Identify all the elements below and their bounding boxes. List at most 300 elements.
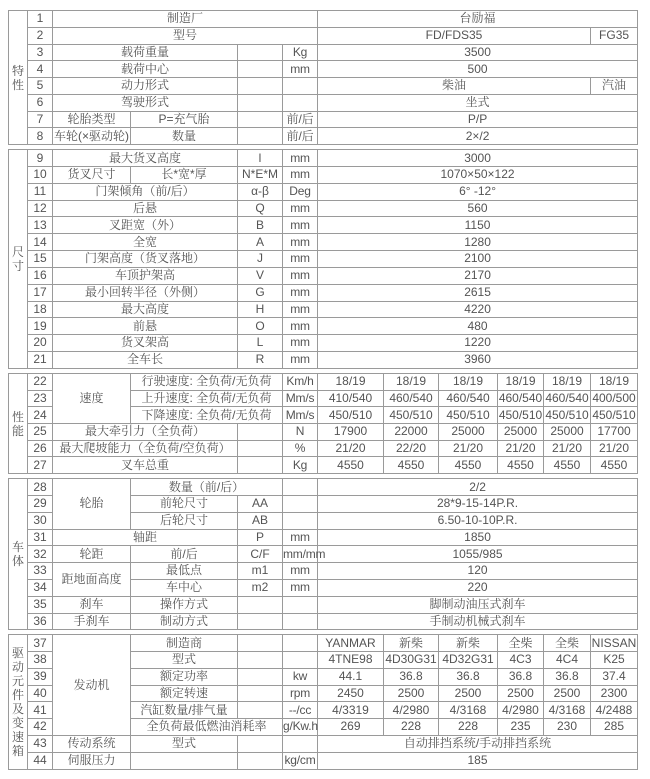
value-cell: 21/20 <box>439 440 498 457</box>
value-cell: 36.8 <box>439 668 498 685</box>
spec-row-18 <box>9 301 638 318</box>
value-cell: 4C4 <box>544 652 591 669</box>
value-cell: 坐式 <box>318 94 638 111</box>
value-cell: 2300 <box>591 685 638 702</box>
row-number: 8 <box>28 128 53 145</box>
spec-label: 轴距 <box>53 529 238 546</box>
spec-label: H <box>238 301 283 318</box>
spec-label: kw <box>283 668 318 685</box>
value-cell: 36.8 <box>384 668 439 685</box>
value-cell: 18/19 <box>384 373 439 390</box>
empty-cell <box>283 613 318 630</box>
spec-label: 下降速度: 全负荷/无负荷 <box>131 407 283 424</box>
value-cell: 1070×50×122 <box>318 167 638 184</box>
value-cell: 4550 <box>544 457 591 474</box>
spec-label: --/cc <box>283 702 318 719</box>
category-char: 车 <box>11 540 24 555</box>
spec-row-19 <box>9 318 638 335</box>
row-number: 4 <box>28 61 53 78</box>
spec-label: Mm/s <box>283 390 318 407</box>
empty-cell <box>238 128 283 145</box>
spec-label: N <box>283 424 318 441</box>
value-cell: 4TNE98 <box>318 652 384 669</box>
value-cell: 1150 <box>318 217 638 234</box>
spec-label: 数量 <box>131 128 238 145</box>
value-cell: 185 <box>318 752 638 769</box>
spec-label: mm <box>283 579 318 596</box>
spec-row-11 <box>9 183 638 200</box>
spec-label: 制造商 <box>131 635 238 652</box>
spec-label: 刹车 <box>53 596 131 613</box>
row-number: 25 <box>28 424 53 441</box>
empty-cell <box>283 735 318 752</box>
value-cell: 480 <box>318 318 638 335</box>
value-cell: 460/540 <box>545 390 589 405</box>
value-cell: 6° -12° <box>318 183 638 200</box>
spec-label: l <box>238 150 283 167</box>
spec-row-17 <box>9 284 638 301</box>
category-char: 件 <box>11 687 24 702</box>
empty-cell <box>238 613 283 630</box>
spec-label: kg/cm <box>283 752 318 769</box>
value-cell: 3000 <box>318 150 638 167</box>
value-cell: 36.8 <box>498 668 544 685</box>
spec-row-6 <box>9 94 638 111</box>
row-number: 30 <box>28 512 53 529</box>
spec-row-13 <box>9 217 638 234</box>
category-char: 速 <box>11 729 24 744</box>
value-cell: 450/510 <box>545 407 589 422</box>
value-cell: 18/19 <box>498 373 544 390</box>
spec-label: Deg <box>283 183 318 200</box>
spec-label: 制动方式 <box>131 613 238 630</box>
spec-label: 门架高度（货叉落地） <box>53 251 238 268</box>
spec-label: 长*宽*厚 <box>131 167 238 184</box>
spec-label: J <box>238 251 283 268</box>
empty-cell <box>283 652 318 669</box>
value-cell: 2/2 <box>318 479 638 496</box>
value-cell: 400/500 <box>592 390 636 405</box>
spec-label: 货叉尺寸 <box>53 167 131 184</box>
value-cell: 37.4 <box>591 668 638 685</box>
value-cell: 4/3319 <box>318 702 384 719</box>
empty-cell <box>238 752 283 769</box>
spec-label: 载荷重量 <box>53 44 238 61</box>
spec-label: AA <box>238 496 283 513</box>
value-cell: 2500 <box>544 685 591 702</box>
empty-cell <box>238 685 283 702</box>
empty-cell <box>283 596 318 613</box>
spec-label: V <box>238 267 283 284</box>
spec-label: 伺服压力 <box>53 752 131 769</box>
spec-section-4 <box>8 478 638 630</box>
spec-row-21 <box>9 351 638 368</box>
row-number: 13 <box>28 217 53 234</box>
spec-row-10 <box>9 167 638 184</box>
value-cell: 4/3168 <box>439 702 498 719</box>
value-cell: 2500 <box>498 685 544 702</box>
value-cell: 450/510 <box>592 407 636 422</box>
value-cell: 3500 <box>318 44 638 61</box>
row-number: 21 <box>28 351 53 368</box>
spec-label: mm <box>283 200 318 217</box>
value-cell: 1220 <box>318 335 638 352</box>
value-cell: 450/510 <box>439 407 498 424</box>
empty-cell <box>238 735 283 752</box>
spec-section-5 <box>8 634 638 769</box>
spec-label: 速度 <box>53 373 131 423</box>
row-number: 9 <box>28 150 53 167</box>
value-cell: 6.50-10-10P.R. <box>318 512 638 529</box>
value-cell: 柴油 <box>318 78 591 95</box>
spec-label: mm <box>283 217 318 234</box>
category-label <box>9 11 28 145</box>
value-cell: FG35 <box>591 27 638 44</box>
value-cell: 500 <box>318 61 638 78</box>
spec-label: mm <box>283 267 318 284</box>
value-cell: 4C3 <box>498 652 544 669</box>
spec-label: P=充气胎 <box>131 111 238 128</box>
value-cell: 21/20 <box>498 440 544 457</box>
empty-cell <box>238 111 283 128</box>
category-char: 特 <box>11 63 24 78</box>
row-number: 14 <box>28 234 53 251</box>
row-number: 32 <box>28 546 53 563</box>
value-cell: 25000 <box>544 424 591 441</box>
spec-label: 制造厂 <box>53 11 318 28</box>
spec-label: 手刹车 <box>53 613 131 630</box>
value-cell: 2×/2 <box>318 128 638 145</box>
empty-cell <box>238 94 283 111</box>
value-cell: 脚制动油压式刹车 <box>318 596 638 613</box>
empty-cell <box>283 635 318 652</box>
row-number: 28 <box>28 479 53 496</box>
value-cell: 4550 <box>591 457 638 474</box>
category-label <box>9 635 28 769</box>
row-number: 40 <box>28 685 53 702</box>
spec-label: 叉距宽（外） <box>53 217 238 234</box>
value-cell: 17700 <box>591 424 638 441</box>
value-cell: 2500 <box>384 685 439 702</box>
value-cell: NISSAN <box>591 635 637 650</box>
spec-label: 全车长 <box>53 351 238 368</box>
spec-label: 货叉架高 <box>53 335 238 352</box>
spec-label: 型式 <box>131 652 238 669</box>
empty-cell <box>238 44 283 61</box>
spec-label: N*E*M <box>238 167 283 184</box>
value-cell: 460/540 <box>439 390 498 407</box>
empty-cell <box>238 424 283 441</box>
spec-label: 驾驶形式 <box>53 94 238 111</box>
value-cell: 1280 <box>318 234 638 251</box>
row-number: 24 <box>28 407 53 424</box>
value-cell: 228 <box>384 719 439 736</box>
spec-label: 前/后 <box>131 546 238 563</box>
value-cell: 4/2980 <box>384 702 439 719</box>
spec-label: 型式 <box>131 735 238 752</box>
spec-label: mm <box>283 234 318 251</box>
value-cell: 4550 <box>384 457 439 474</box>
empty-cell <box>238 596 283 613</box>
empty-cell <box>238 635 283 652</box>
spec-label: mm <box>283 251 318 268</box>
spec-label: mm <box>283 351 318 368</box>
row-number: 2 <box>28 27 53 44</box>
spec-label: Mm/s <box>283 407 318 424</box>
category-char: 性 <box>11 409 24 424</box>
spec-label: rpm <box>283 685 318 702</box>
empty-cell <box>238 668 283 685</box>
row-number: 23 <box>28 390 53 407</box>
value-cell: 22/20 <box>384 440 439 457</box>
row-number: 11 <box>28 183 53 200</box>
value-cell: 560 <box>318 200 638 217</box>
spec-label: 全负荷最低燃油消耗率 <box>131 719 283 736</box>
row-number: 19 <box>28 318 53 335</box>
spec-label: mm <box>283 563 318 580</box>
spec-row-16 <box>9 267 638 284</box>
value-cell: 2500 <box>439 685 498 702</box>
row-number: 38 <box>28 652 53 669</box>
value-cell: 18/19 <box>439 373 498 390</box>
value-cell: 450/510 <box>318 407 384 424</box>
value-cell: 18/19 <box>591 373 638 390</box>
spec-row-44 <box>9 752 638 769</box>
spec-label: 发动机 <box>53 635 131 736</box>
spec-row-25 <box>9 424 638 441</box>
value-cell: 21/20 <box>318 440 384 457</box>
empty-cell <box>283 94 318 111</box>
spec-label: 动力形式 <box>53 78 238 95</box>
spec-row-1 <box>9 11 638 28</box>
spec-row-31 <box>9 529 638 546</box>
spec-row-22 <box>9 373 638 390</box>
value-cell: 18/19 <box>318 373 384 390</box>
category-char: 元 <box>11 673 24 688</box>
spec-label: 额定功率 <box>131 668 238 685</box>
empty-cell <box>131 752 238 769</box>
value-cell: 4/2980 <box>498 702 544 719</box>
value-cell: 228 <box>439 719 498 736</box>
spec-label: 车中心 <box>131 579 238 596</box>
forklift-spec-table <box>8 10 638 774</box>
value-cell: 230 <box>544 719 591 736</box>
value-cell: 自动排挡系统/手动排挡系统 <box>318 735 638 752</box>
row-number: 5 <box>28 78 53 95</box>
row-number: 27 <box>28 457 53 474</box>
spec-section-2 <box>8 149 638 369</box>
row-number: 43 <box>28 735 53 752</box>
value-cell: 4550 <box>439 457 498 474</box>
category-char: 体 <box>11 554 24 569</box>
spec-label: mm <box>283 335 318 352</box>
row-number: 31 <box>28 529 53 546</box>
spec-row-12 <box>9 200 638 217</box>
value-cell: 2170 <box>318 267 638 284</box>
spec-label: 轮距 <box>53 546 131 563</box>
value-cell: 450/510 <box>384 407 439 424</box>
spec-label: 操作方式 <box>131 596 238 613</box>
spec-label: 型号 <box>53 27 318 44</box>
spec-label: C/F <box>238 546 283 563</box>
category-label <box>9 373 28 473</box>
empty-cell <box>283 479 318 496</box>
value-cell: 220 <box>318 579 638 596</box>
value-cell: 285 <box>591 719 638 736</box>
row-number: 26 <box>28 440 53 457</box>
value-cell: 460/540 <box>384 390 439 407</box>
spec-label: mm <box>283 167 318 184</box>
spec-label: 叉车总重 <box>53 457 238 474</box>
empty-cell <box>238 440 283 457</box>
value-cell: 44.1 <box>318 668 384 685</box>
row-number: 44 <box>28 752 53 769</box>
empty-cell <box>283 78 318 95</box>
spec-label: 后轮尺寸 <box>131 512 238 529</box>
spec-row-14 <box>9 234 638 251</box>
category-char: 能 <box>11 423 24 438</box>
value-cell: 4550 <box>498 457 544 474</box>
empty-cell <box>238 652 283 669</box>
value-cell: K25 <box>591 652 638 669</box>
spec-label: 数量（前/后） <box>131 479 283 496</box>
value-cell: 4/3168 <box>544 702 591 719</box>
spec-label: m2 <box>238 579 283 596</box>
value-cell: 410/540 <box>318 390 384 407</box>
spec-label: 距地面高度 <box>53 563 131 597</box>
empty-cell <box>283 512 318 529</box>
spec-label: mm <box>283 61 318 78</box>
spec-label: α-β <box>238 183 283 200</box>
spec-label: 载荷中心 <box>53 61 238 78</box>
spec-label: 最大爬坡能力（全负荷/空负荷） <box>53 440 238 457</box>
value-cell: 18/19 <box>544 373 591 390</box>
spec-label: g/Kw.h <box>283 719 318 734</box>
spec-label: 前轮尺寸 <box>131 496 238 513</box>
row-number: 16 <box>28 267 53 284</box>
spec-row-8 <box>9 128 638 145</box>
empty-cell <box>238 78 283 95</box>
row-number: 17 <box>28 284 53 301</box>
spec-label: 车顶护架高 <box>53 267 238 284</box>
spec-label: 最低点 <box>131 563 238 580</box>
value-cell: 4D30G31 <box>385 652 437 667</box>
empty-cell <box>238 61 283 78</box>
value-cell: 台励福 <box>318 11 638 28</box>
spec-label: 轮胎 <box>53 479 131 529</box>
spec-label: A <box>238 234 283 251</box>
spec-row-2 <box>9 27 638 44</box>
spec-row-35 <box>9 596 638 613</box>
spec-label: 上升速度: 全负荷/无负荷 <box>131 390 283 407</box>
value-cell: 21/20 <box>544 440 591 457</box>
category-char: 驱 <box>11 645 24 660</box>
value-cell: 25000 <box>439 424 498 441</box>
spec-label: 轮胎类型 <box>53 111 131 128</box>
empty-cell <box>283 496 318 513</box>
row-number: 12 <box>28 200 53 217</box>
spec-label: L <box>238 335 283 352</box>
spec-label: 行驶速度: 全负荷/无负荷 <box>131 373 283 390</box>
spec-label: mm <box>283 301 318 318</box>
value-cell: FD/FDS35 <box>318 27 591 44</box>
spec-row-15 <box>9 251 638 268</box>
spec-label: 最大高度 <box>53 301 238 318</box>
row-number: 33 <box>28 563 53 580</box>
row-number: 18 <box>28 301 53 318</box>
category-char: 性 <box>11 77 24 92</box>
value-cell: 4550 <box>318 457 384 474</box>
row-number: 1 <box>28 11 53 28</box>
row-number: 7 <box>28 111 53 128</box>
row-number: 36 <box>28 613 53 630</box>
spec-label: 汽缸数量/排气量 <box>131 702 238 719</box>
category-char: 动 <box>11 659 24 674</box>
category-char: 变 <box>11 715 24 730</box>
spec-label: 前/后 <box>283 111 318 128</box>
value-cell: 17900 <box>318 424 384 441</box>
value-cell: 全柴 <box>498 635 544 652</box>
empty-cell <box>238 457 283 474</box>
value-cell: 28*9-15-14P.R. <box>318 496 638 513</box>
spec-label: 最大货叉高度 <box>53 150 238 167</box>
spec-row-43 <box>9 735 638 752</box>
value-cell: 1055/985 <box>318 546 638 563</box>
row-number: 41 <box>28 702 53 719</box>
spec-label: 全宽 <box>53 234 238 251</box>
value-cell: 22000 <box>384 424 439 441</box>
category-label <box>9 479 28 630</box>
value-cell: 3960 <box>318 351 638 368</box>
value-cell: 新柴 <box>384 635 439 652</box>
value-cell: 2615 <box>318 284 638 301</box>
value-cell: 4D32G31 <box>439 652 498 669</box>
spec-label: 前悬 <box>53 318 238 335</box>
spec-row-37 <box>9 635 638 652</box>
value-cell: 新柴 <box>439 635 498 652</box>
spec-label: AB <box>238 512 283 529</box>
spec-label: 门架倾角（前/后） <box>53 183 238 200</box>
spec-row-36 <box>9 613 638 630</box>
row-number: 20 <box>28 335 53 352</box>
spec-label: 最大牵引力（全负荷） <box>53 424 238 441</box>
spec-label: R <box>238 351 283 368</box>
row-number: 35 <box>28 596 53 613</box>
value-cell: 36.8 <box>544 668 591 685</box>
spec-label: 前/后 <box>283 128 318 145</box>
spec-label: G <box>238 284 283 301</box>
empty-cell <box>238 702 283 719</box>
row-number: 6 <box>28 94 53 111</box>
value-cell: 汽油 <box>591 78 638 95</box>
row-number: 29 <box>28 496 53 513</box>
spec-label: P <box>238 529 283 546</box>
row-number: 15 <box>28 251 53 268</box>
value-cell: 450/510 <box>498 407 543 422</box>
value-cell: 4/2488 <box>591 702 638 719</box>
row-number: 42 <box>28 719 53 736</box>
spec-label: 传动系统 <box>53 735 131 752</box>
value-cell: P/P <box>318 111 638 128</box>
value-cell: 120 <box>318 563 638 580</box>
spec-label: O <box>238 318 283 335</box>
spec-row-20 <box>9 335 638 352</box>
value-cell: 269 <box>318 719 384 736</box>
row-number: 22 <box>28 373 53 390</box>
spec-row-27 <box>9 457 638 474</box>
value-cell: 手制动机械式刹车 <box>318 613 638 630</box>
spec-label: Q <box>238 200 283 217</box>
